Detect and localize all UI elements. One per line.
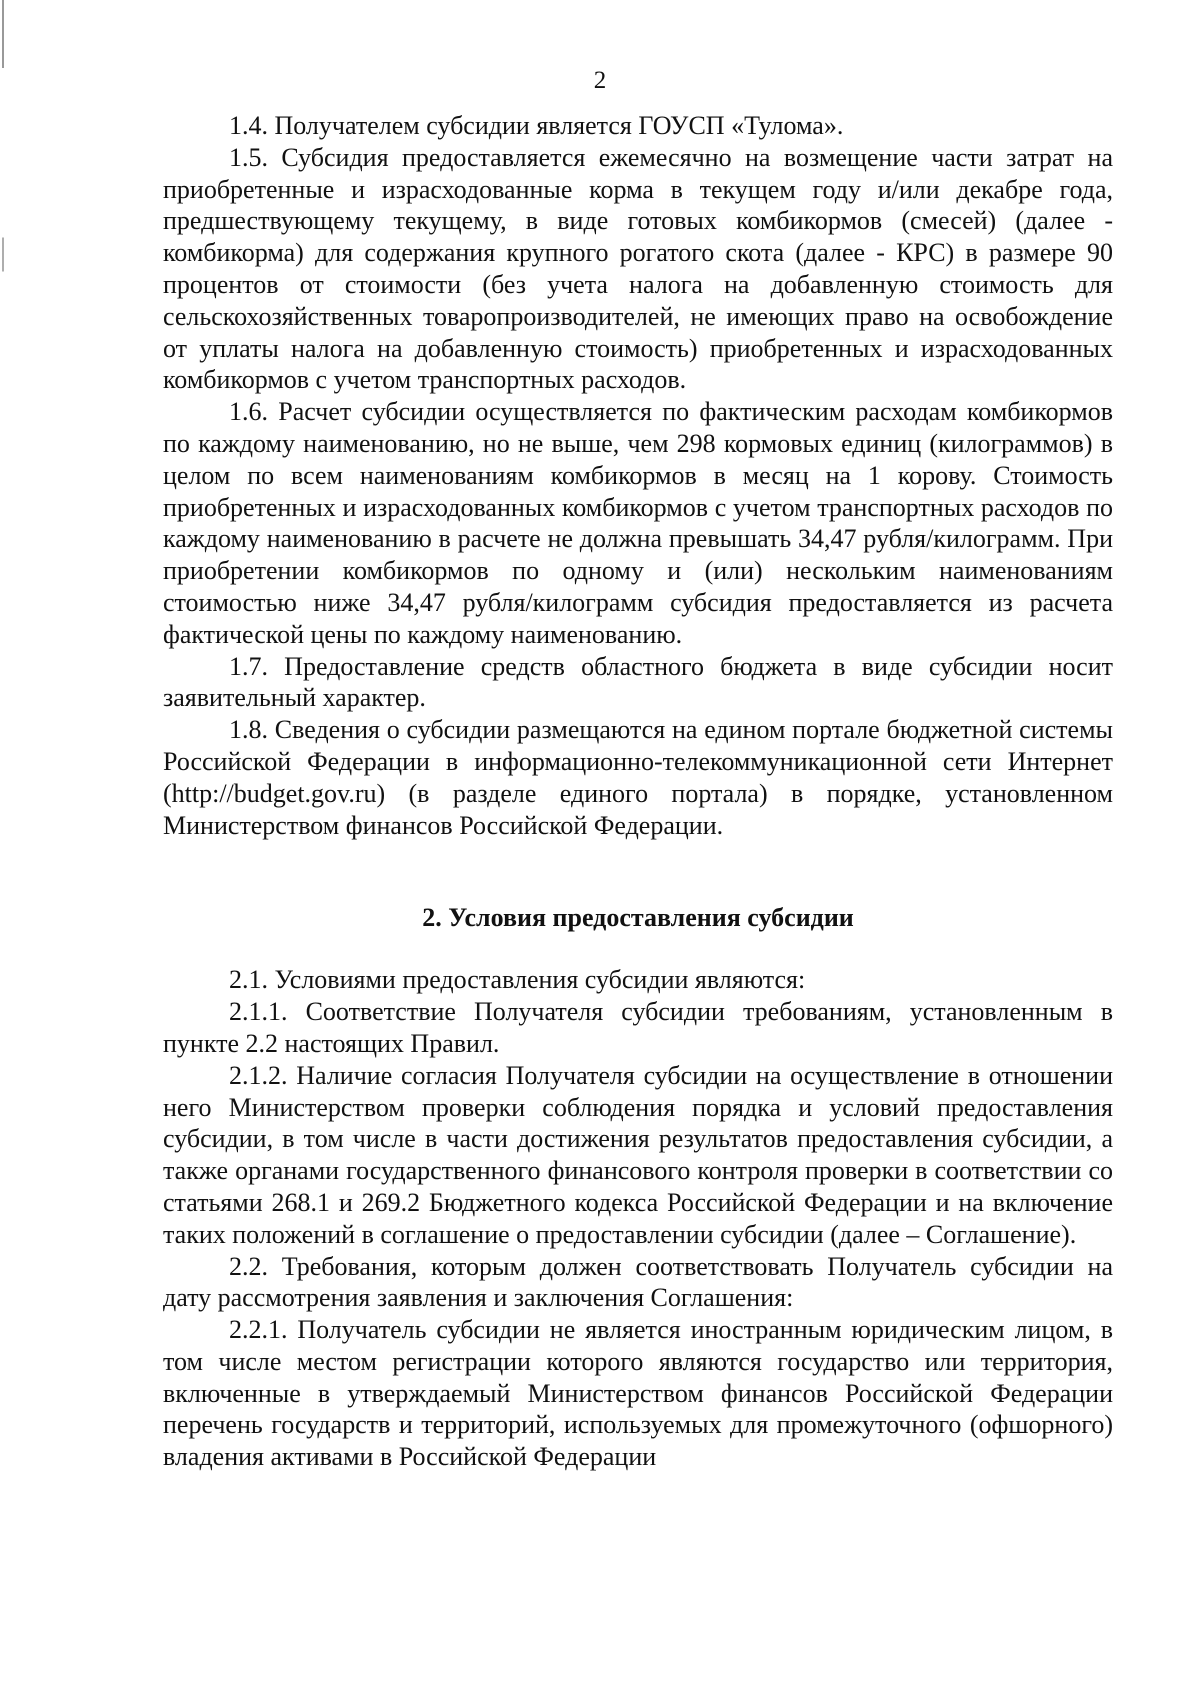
paragraph-2-2: 2.2. Требования, которым должен соответствовать Получатель субсидии на дату рассмотрения заявления и заключения Соглашения:: [163, 1251, 1113, 1313]
paragraph-1-5: 1.5. Субсидия предоставляется ежемесячно на возмещение части затрат на приобретенные и израсходованные корма в текущем году и/или декабре года, предшествующему текущему, в виде готовых комбикормов (смесей) (далее - комбикорма) для содержания крупного рогатого скота (далее - КРС) в размере 90 процентов от стоимости (без учета налога на добавленную стоимость для сельскохозяйственных товаропроизводителей, не имеющих право на освобождение от уплаты налога на добавленную стоимость) приобретенных и израсходованных комбикормов с учетом транспортных расходов.: [163, 142, 1113, 395]
page-number: 2: [593, 67, 607, 94]
paragraph-1-4: 1.4. Получателем субсидии является ГОУСП «Тулома».: [229, 111, 844, 140]
section-heading: 2. Условия предоставления субсидии: [422, 903, 854, 933]
document-body: [163, 110, 1113, 1473]
paragraph-2-2-1: 2.2.1. Получатель субсидии не является иностранным юридическим лицом, в том числе местом регистрации которого являются государство или территория, включенные в утверждаемый Министерством финансов Российской Федерации перечень государств и территорий, используемых для промежуточного (офшорного) владения активами в Российской Федерации: [163, 1315, 1113, 1472]
paragraph-1-7: 1.7. Предоставление средств областного бюджета в виде субсидии носит заявительный характер.: [163, 651, 1113, 713]
paragraph-2-1-2: 2.1.2. Наличие согласия Получателя субсидии на осуществление в отношении него Министерством проверки соблюдения порядка и условий предоставления субсидии, в том числе в части достижения результатов предоставления субсидии, а также органами государственного финансового контроля проверки в соответствии со статьями 268.1 и 269.2 Бюджетного кодекса Российской Федерации и на включение таких положений в соглашение о предоставлении субсидии (далее – Соглашение).: [163, 1060, 1113, 1249]
scan-edge-mark: [2, 0, 4, 1696]
paragraph-1-6: 1.6. Расчет субсидии осуществляется по фактическим расходам комбикормов по каждому наименованию, но не выше, чем 298 кормовых единиц (килограммов) в целом по всем наименованиям комбикормов в месяц на 1 корову. Стоимость приобретенных и израсходованных комбикормов с учетом транспортных расходов по каждому наименованию в расчете не должна превышать 34,47 рубля/килограмм. При приобретении комбикормов по одному и (или) нескольким наименованиям стоимостью ниже 34,47 рубля/килограмм субсидия предоставляется из расчета фактической цены по каждому наименованию.: [163, 397, 1113, 649]
paragraph-2-1: 2.1. Условиями предоставления субсидии являются:: [229, 965, 806, 995]
paragraph-1-8: 1.8. Сведения о субсидии размещаются на едином портале бюджетной системы Российской Федерации в информационно-телекоммуникационной сети Интернет (http://budget.gov.ru) (в разделе единого портала) в порядке, установленном Министерством финансов Российской Федерации.: [163, 715, 1113, 840]
paragraph-2-1-1: 2.1.1. Соответствие Получателя субсидии требованиям, установленным в пункте 2.2 настоящих Правил.: [163, 997, 1113, 1058]
